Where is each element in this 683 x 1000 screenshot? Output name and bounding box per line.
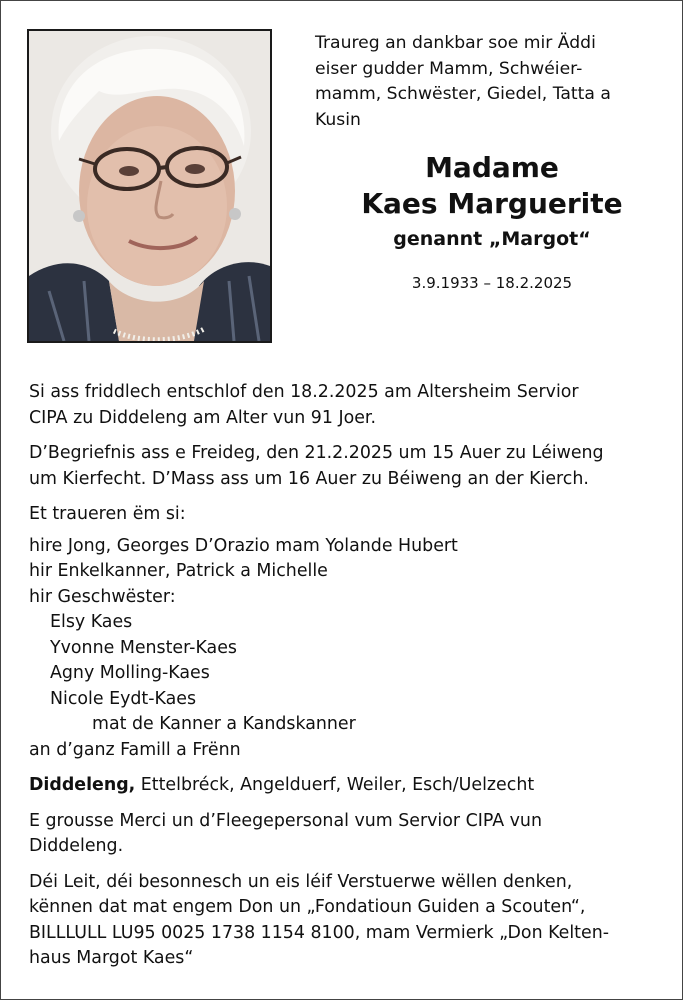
mourner-son: hire Jong, Georges D’Orazio mam Yolande Hubert [29,535,458,556]
mourner-grandchildren: hir Enkelkanner, Patrick a Michelle [29,561,328,581]
funeral-line: D’Begriefnis ass e Freideg, den 21.2.2025 um 15 Auer zu Léiweng [29,443,604,463]
sibling-item: Elsy Kaes [50,612,133,632]
funeral-info [29,441,659,492]
deceased-name-block [292,150,683,294]
deceased-nickname: genannt „Margot“ [393,228,591,250]
thanks-line: E grousse Merci un d’Fleegepersonal vum Servior CIPA vun [29,810,542,831]
places-others: Ettelbréck, Angelduerf, Weiler, Esch/Uelzecht [135,775,535,795]
sibling-item: Yvonne Menster-Kaes [50,637,237,658]
death-notice [29,380,659,431]
mourners-list [29,502,659,763]
donation-line: haus Margot Kaes“ [29,948,194,968]
sibling-item: Nicole Eydt-Kaes [50,688,197,709]
deceased-name: Kaes Marguerite [361,187,623,220]
death-notice-line: CIPA zu Diddeleng am Alter vun 91 Joer. [29,407,376,428]
sibling-item: Agny Molling-Kaes [50,663,210,683]
places-line [29,773,659,799]
deceased-title: Madame [425,151,559,184]
place-main: Diddeleng, [29,775,136,795]
siblings-heading: hir Geschwëster: [29,586,176,607]
intro-line: mamm, Schwëster, Giedel, Tatta a [315,84,611,104]
thanks-text [29,809,659,860]
death-notice-line: Si ass friddlech entschlof den 18.2.2025 am Altersheim Servior [29,382,579,402]
life-dates: 3.9.1933 – 18.2.2025 [411,274,573,292]
portrait-photo [27,29,272,343]
mourner-family: an d’ganz Famill a Frënn [29,739,241,760]
intro-line: Traureg an dankbar soe mir Äddi [315,33,596,53]
intro-text [315,31,660,133]
donation-text [29,870,659,972]
siblings-note: mat de Kanner a Kandskanner [92,714,356,734]
donation-line: kënnen dat mat engem Don un „Fondatioun Guiden a Scouten“, [29,897,586,917]
intro-line: Kusin [315,109,361,130]
donation-line: BILLLULL LU95 0025 1738 1154 8100, mam Vermierk „Don Kelten- [29,922,610,943]
donation-line: Déi Leit, déi besonnesch un eis léif Verstuerwe wëllen denken, [29,871,573,892]
funeral-line: um Kierfecht. D’Mass ass um 16 Auer zu Béiweng an der Kierch. [29,468,589,489]
intro-line: eiser gudder Mamm, Schwéier- [315,58,583,79]
thanks-line: Diddeleng. [29,836,124,856]
mourners-heading: Et traueren ëm si: [29,504,186,524]
notice-body [29,380,659,972]
portrait-image [29,31,270,341]
